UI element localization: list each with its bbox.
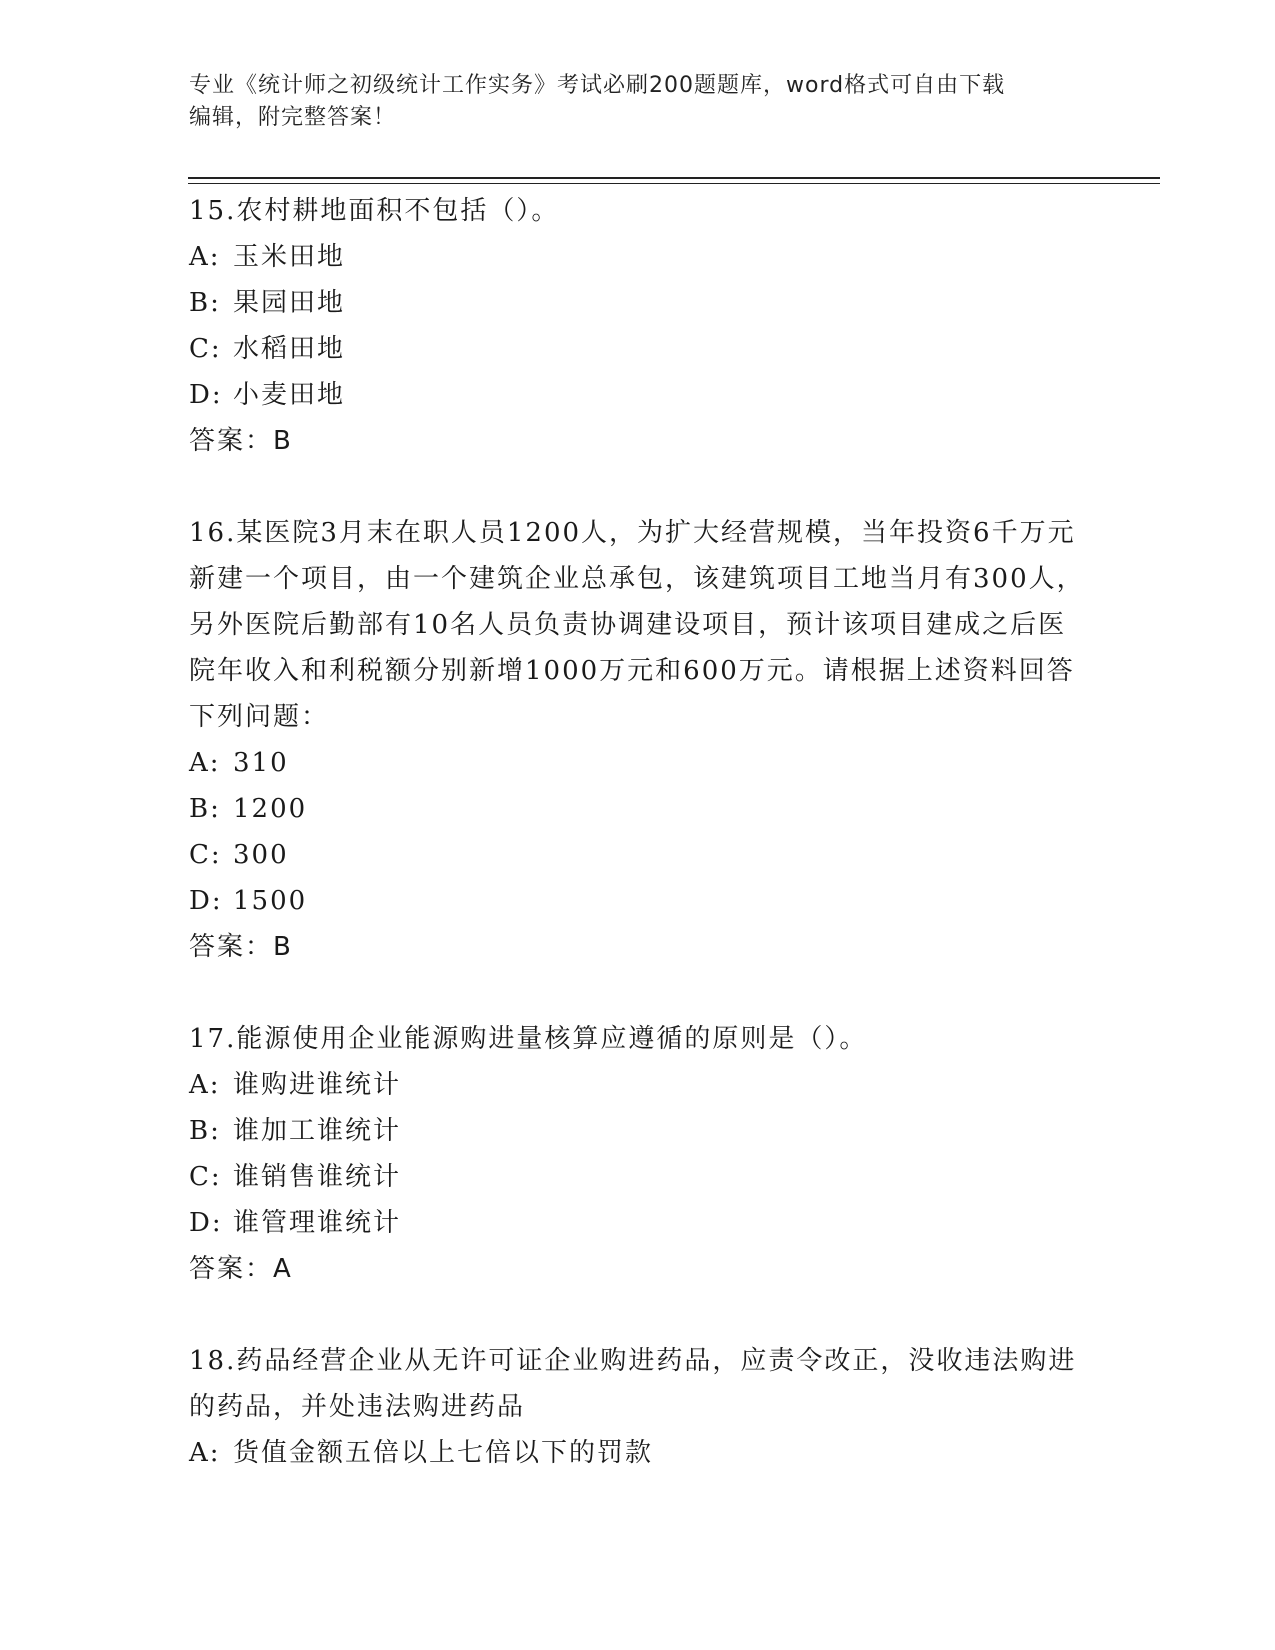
- option-text: 货值金额五倍以上七倍以下的罚款: [233, 1438, 654, 1468]
- question-stem: 17.能源使用企业能源购进量核算应遵循的原则是（）。: [189, 1024, 868, 1054]
- question-15: [189, 188, 1089, 464]
- option-text: 1200: [233, 794, 308, 824]
- option-letter: C:: [189, 840, 222, 870]
- option-letter: D:: [189, 1208, 223, 1238]
- option-text: 1500: [233, 886, 308, 916]
- answer-line: 答案：B: [189, 426, 293, 456]
- option-letter: B:: [189, 794, 221, 824]
- option-a: [189, 1430, 1089, 1476]
- option-a: [189, 1062, 1089, 1108]
- header-divider-thin: [188, 183, 1160, 184]
- option-text: 玉米田地: [233, 242, 346, 272]
- option-text: 谁销售谁统计: [233, 1162, 402, 1192]
- header-line-2: 编辑，附完整答案！: [189, 105, 397, 130]
- option-letter: C:: [189, 1162, 222, 1192]
- option-letter: D:: [189, 886, 223, 916]
- option-letter: B:: [189, 288, 221, 318]
- option-letter: A:: [189, 1438, 221, 1468]
- header-divider-thick: [188, 177, 1160, 179]
- option-b: [189, 1108, 1089, 1154]
- option-text: 谁购进谁统计: [233, 1070, 402, 1100]
- option-text: 果园田地: [233, 288, 346, 318]
- option-text: 水稻田地: [233, 334, 346, 364]
- option-c: [189, 326, 1089, 372]
- option-a: [189, 234, 1089, 280]
- document-header: [189, 70, 1089, 134]
- option-text: 小麦田地: [233, 380, 346, 410]
- option-b: [189, 280, 1089, 326]
- option-text: 谁管理谁统计: [233, 1208, 402, 1238]
- option-text: 310: [233, 748, 289, 778]
- answer-line: 答案：B: [189, 932, 293, 962]
- option-c: [189, 832, 1089, 878]
- answer-line: 答案：A: [189, 1254, 293, 1284]
- question-18: [189, 1338, 1089, 1476]
- option-letter: A:: [189, 748, 221, 778]
- option-letter: D:: [189, 380, 223, 410]
- question-stem: 16.某医院3月末在职人员1200人，为扩大经营规模，当年投资6千万元新建一个项目，由一个建筑企业总承包，该建筑项目工地当月有300人，另外医院后勤部有10名人员负责协调建设项目，预计该项目建成之后医院年收入和利税额分别新增1000万元和600万元。请根据上述资料回答下列问题：: [189, 518, 1085, 732]
- option-d: [189, 878, 1089, 924]
- option-letter: A:: [189, 1070, 221, 1100]
- option-text: 300: [233, 840, 289, 870]
- option-a: [189, 740, 1089, 786]
- question-stem: 15.农村耕地面积不包括（）。: [189, 196, 560, 226]
- question-16: [189, 510, 1089, 970]
- option-letter: A:: [189, 242, 221, 272]
- option-d: [189, 1200, 1089, 1246]
- header-line-1: 专业《统计师之初级统计工作实务》考试必刷200题题库，word格式可自由下载: [189, 73, 1006, 98]
- option-c: [189, 1154, 1089, 1200]
- question-stem: 18.药品经营企业从无许可证企业购进药品，应责令改正，没收违法购进的药品，并处违法购进药品: [189, 1346, 1077, 1422]
- option-letter: B:: [189, 1116, 221, 1146]
- option-d: [189, 372, 1089, 418]
- question-17: [189, 1016, 1089, 1292]
- question-list: [189, 188, 1089, 1476]
- option-letter: C:: [189, 334, 222, 364]
- option-b: [189, 786, 1089, 832]
- option-text: 谁加工谁统计: [233, 1116, 402, 1146]
